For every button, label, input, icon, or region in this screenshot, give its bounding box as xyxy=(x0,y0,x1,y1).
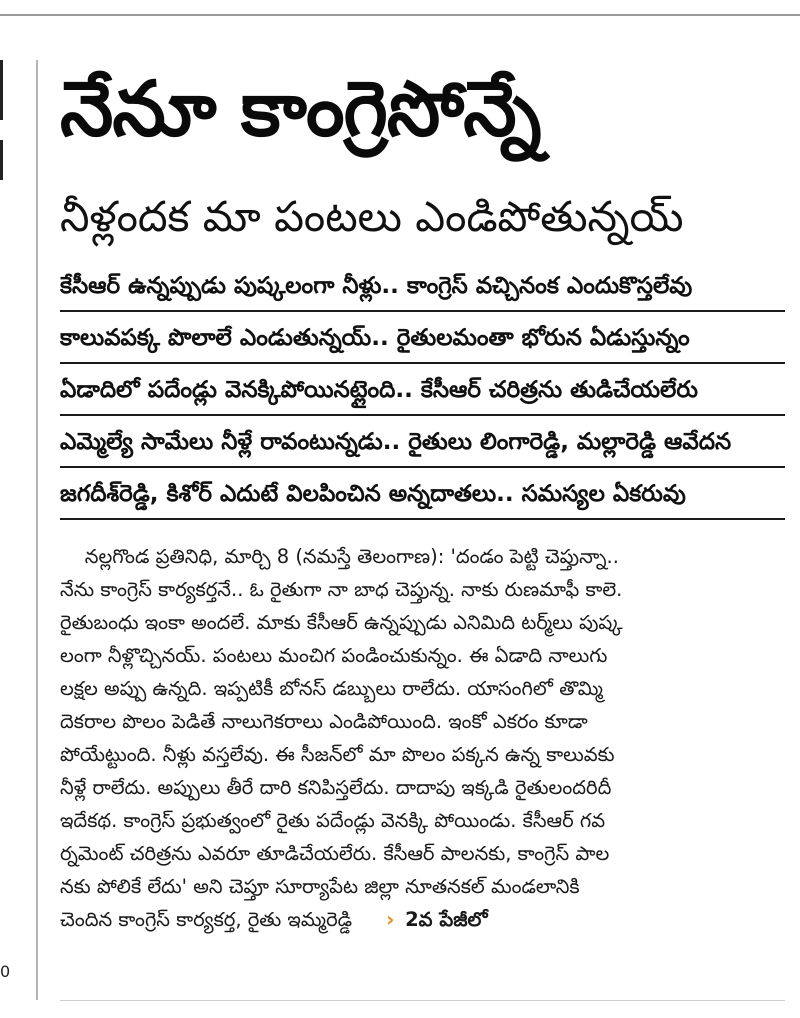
deck-list xyxy=(60,264,785,524)
body-line: నల్లగొండ ప్రతినిధి, మార్చి 8 (నమస్తే తెలంగాణ): 'దండం పెట్టి చెప్తున్నా.. xyxy=(60,545,619,568)
continued-label: 2వ పేజీలో xyxy=(405,908,488,931)
top-rule xyxy=(0,14,800,16)
body-line: రైతుబంధు ఇంకా అందలే. మాకు కేసీఆర్ ఉన్నప్పుడు ఎనిమిది టర్మ్‌లు పుష్క xyxy=(60,611,623,634)
chevron-right-icon: › xyxy=(386,908,395,931)
body-line: నకు పోలికే లేదు' అని చెప్తూ సూర్యాపేట జిల్లా నూతనకల్ మండలానికి xyxy=(60,875,580,898)
body-line: లక్షల అప్పు ఉన్నది. ఇప్పటికీ బోనస్ డబ్బులు రాలేదు. యాసంగిలో తొమ్మి xyxy=(60,677,603,700)
body-line: ర్నమెంట్ చరిత్రను ఎవరూ తూడిచేయలేరు. కేసీఆర్ పాలనకు, కాంగ్రెస్ పాల xyxy=(60,842,610,865)
subheadline: నీళ్లందక మా పంటలు ఎండిపోతున్నయ్ xyxy=(60,192,684,241)
body-line: పోయేట్టుంది. నీళ్లు వస్తలేవు. ఈ సీజన్‌లో మా పొలం పక్కన ఉన్న కాలువకు xyxy=(60,743,615,766)
body-line: దెకరాల పొలం పెడితే నాలుగెకరాలు ఎండిపోయింది. ఇంకో ఎకరం కూడా xyxy=(60,710,588,733)
deck-line: కేసీఆర్ ఉన్నప్పుడు పుష్కలంగా నీళ్లు.. కాంగ్రెస్ వచ్చినంక ఎందుకొస్తలేవు xyxy=(60,264,785,312)
article-body xyxy=(60,540,785,936)
deck-line: ఏడాదిలో పదేండ్లు వెనక్కిపోయినట్లైంది.. కేసీఆర్ చరిత్రను తుడిచేయలేరు xyxy=(60,368,785,416)
edge-mark xyxy=(0,140,3,180)
headline: నేనూ కాంగ్రెసోన్నే xyxy=(60,64,541,153)
body-line: నేను కాంగ్రెస్ కార్యకర్తనే.. ఓ రైతుగా నా బాధ చెప్తున్న. నాకు రుణమాఫీ కాలె. xyxy=(60,578,623,601)
body-line: చెందిన కాంగ్రెస్ కార్యకర్త, రైతు ఇమ్మరెడ్డి xyxy=(60,908,353,931)
edge-mark xyxy=(0,60,3,120)
body-line: ఇదేకథ. కాంగ్రెస్ ప్రభుత్వంలో రైతు పదేండ్లు వెనక్కి పోయిండు. కేసీఆర్ గవ xyxy=(60,809,606,832)
deck-line: కాలువపక్క పొలాలే ఎండుతున్నయ్.. రైతులమంతా భోరున ఏడుస్తున్నం xyxy=(60,316,785,364)
body-line: నీళ్లే రాలేదు. అప్పులు తీరే దారి కనిపిస్తలేదు. దాదాపు ఇక్కడి రైతులందరిదీ xyxy=(60,776,612,799)
body-last-line xyxy=(60,903,785,936)
deck-line: ఎమ్మెల్యే సామేలు నీళ్లే రావంటున్నడు.. రైతులు లింగారెడ్డి, మల్లారెడ్డి ఆవేదన xyxy=(60,420,785,468)
column-rule xyxy=(36,60,38,1000)
body-line: లంగా నీళ్లొచ్చినయ్. పంటలు మంచిగ పండించుకున్నం. ఈ ఏడాది నాలుగు xyxy=(60,644,608,667)
edge-number: 0 xyxy=(0,962,11,981)
bottom-rule xyxy=(60,1000,785,1001)
deck-line: జగదీశ్‌రెడ్డి, కిశోర్ ఎదుటే విలపించిన అన్నదాతలు.. సమస్యల ఏకరువు xyxy=(60,472,785,520)
continued-link[interactable] xyxy=(386,908,487,931)
